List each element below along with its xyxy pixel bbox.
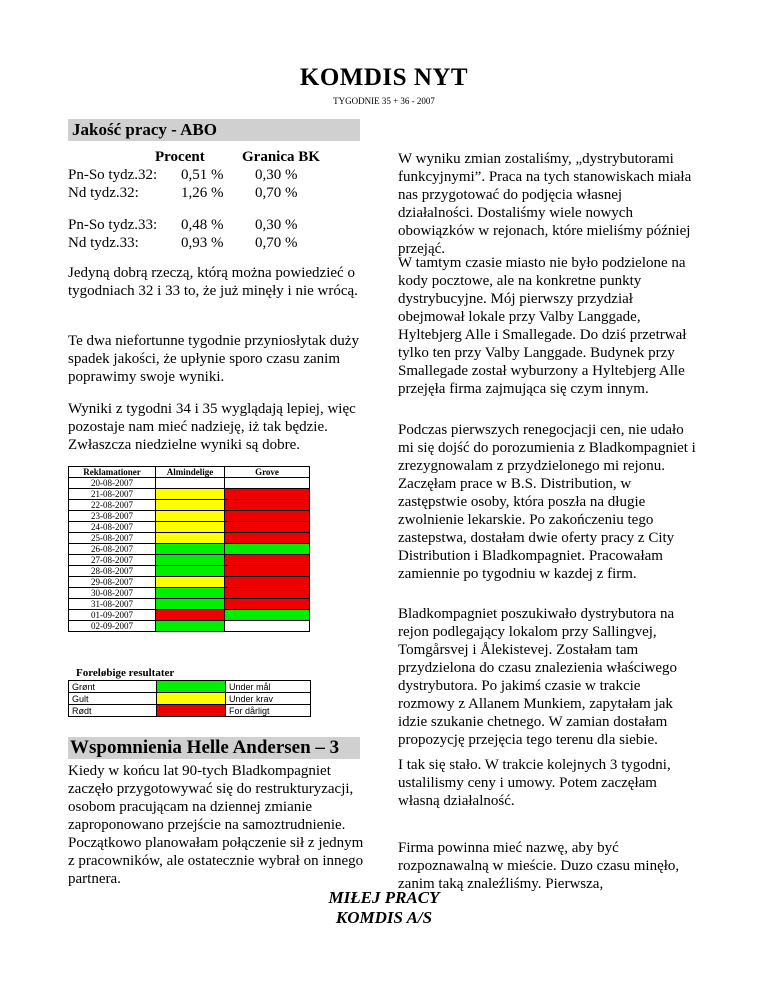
- date-cell: 02-09-2007: [69, 621, 156, 632]
- date-cell: 23-08-2007: [69, 511, 156, 522]
- almindelige-status-cell: [156, 610, 225, 621]
- results-label: Foreløbige resultater: [76, 667, 175, 679]
- date-cell: 01-09-2007: [69, 610, 156, 621]
- almindelige-status-cell: [156, 500, 225, 511]
- abo-row-pct: 0,51 %: [181, 167, 224, 183]
- table-row: [69, 555, 310, 566]
- legend-swatch: [157, 693, 226, 705]
- date-cell: 24-08-2007: [69, 522, 156, 533]
- grove-status-cell: [225, 544, 310, 555]
- date-cell: 20-08-2007: [69, 478, 156, 489]
- date-cell: 22-08-2007: [69, 500, 156, 511]
- abo-row-limit: 0,30 %: [255, 217, 298, 233]
- grove-status-cell: [225, 478, 310, 489]
- abo-row-pct: 0,48 %: [181, 217, 224, 233]
- almindelige-status-cell: [156, 533, 225, 544]
- legend-name: Grønt: [69, 681, 157, 693]
- grove-status-cell: [225, 511, 310, 522]
- legend-name: Rødt: [69, 705, 157, 717]
- abo-paragraph: Wyniki z tygodni 34 i 35 wyglądają lepiej, więc pozostaje nam mieć nadzieję, iż tak będzie. Zwłaszcza niedzielne wyniki są dobre.: [68, 401, 356, 453]
- table-row: [69, 478, 310, 489]
- abo-row-label: Pn-So tydz.33:: [68, 217, 158, 233]
- table-header: Grove: [225, 467, 310, 478]
- table-row: [69, 511, 310, 522]
- date-cell: 26-08-2007: [69, 544, 156, 555]
- date-cell: 31-08-2007: [69, 599, 156, 610]
- memories-paragraph: Kiedy w końcu lat 90-tych Bladkompagniet zaczęło przygotowywać się do restrukturyzacji, osobom pracującam na dziennej zmianie zaproponowano przejście na samoztrudnienie. Początkowo planowałam połączenie sił z jednym z pracowników, ale ostatecznie wybrał on innego partnera.: [68, 763, 364, 887]
- almindelige-status-cell: [156, 522, 225, 533]
- abo-row-label: Pn-So tydz.32:: [68, 167, 158, 183]
- almindelige-status-cell: [156, 511, 225, 522]
- date-cell: 30-08-2007: [69, 588, 156, 599]
- complaints-table: [68, 466, 310, 632]
- almindelige-status-cell: [156, 599, 225, 610]
- almindelige-status-cell: [156, 566, 225, 577]
- abo-row-limit: 0,70 %: [255, 185, 298, 201]
- table-row: [69, 522, 310, 533]
- table-header: Reklamationer: [69, 467, 156, 478]
- pct-column-header: Procent: [155, 149, 205, 165]
- abo-row-limit: 0,30 %: [255, 167, 298, 183]
- footer-line: MIŁEJ PRACY: [328, 888, 440, 907]
- table-row: [69, 533, 310, 544]
- almindelige-status-cell: [156, 555, 225, 566]
- newsletter-title: KOMDIS NYT: [299, 64, 469, 91]
- legend-row: [69, 681, 311, 693]
- almindelige-status-cell: [156, 621, 225, 632]
- table-row: [69, 599, 310, 610]
- article-paragraph: Podczas pierwszych renegocjacji cen, nie udało mi się dojść do porozumienia z Bladkompagniet i zrezygnowalam z przydzielonego mi rejonu. Zaczęłam prace w B.S. Distribution, w zastępstwie osoby, która poszła na długie zwolnienie lekarskie. Po zakończeniu tego zastepstwa, dostałam dwie oferty pracy z City Distribution i Bladkompagniet. Pracowałam zamiennie po tygodniu w kazdej z firm.: [398, 422, 696, 582]
- legend-table: [68, 680, 311, 717]
- legend-description: Under krav: [226, 693, 311, 705]
- grove-status-cell: [225, 500, 310, 511]
- abo-row-limit: 0,70 %: [255, 235, 298, 251]
- table-row: [69, 621, 310, 632]
- table-row: [69, 489, 310, 500]
- almindelige-status-cell: [156, 544, 225, 555]
- article-paragraph: I tak się stało. W trakcie kolejnych 3 tygodni, ustalilismy ceny i umowy. Potem zaczęłam własną działalność.: [398, 757, 671, 809]
- legend-description: Under mål: [226, 681, 311, 693]
- issue-subtitle: TYGODNIE 35 + 36 - 2007: [333, 96, 435, 106]
- article-paragraph: W tamtym czasie miasto nie było podzielone na kody pocztowe, ale na konkretne punkty dystrybucyjne. Mój pierwszy przydział obejmował lokale przy Valby Langgade, Hyltebjerg Alle i Smallegade. Do dziś przetrwał tylko ten przy Valby Langgade. Budynek przy Smallegade został wyburzony a Hyltebjerg Alle przejęła firma zajmująca się czym innym.: [398, 255, 687, 397]
- date-cell: 25-08-2007: [69, 533, 156, 544]
- memories-heading: Wspomnienia Helle Andersen – 3: [68, 737, 360, 759]
- grove-status-cell: [225, 555, 310, 566]
- table-row: [69, 588, 310, 599]
- grove-status-cell: [225, 533, 310, 544]
- limit-column-header: Granica BK: [242, 149, 320, 165]
- abo-heading: Jakość pracy - ABO: [68, 119, 360, 141]
- legend-swatch: [157, 705, 226, 717]
- abo-row-label: Nd tydz.32:: [68, 185, 139, 201]
- abo-row-label: Nd tydz.33:: [68, 235, 139, 251]
- table-row: [69, 544, 310, 555]
- grove-status-cell: [225, 610, 310, 621]
- abo-paragraph: Te dwa niefortunne tygodnie przyniosłytak duży spadek jakości, że upłynie sporo czasu zanim poprawimy swoje wyniki.: [68, 333, 359, 385]
- legend-swatch: [157, 681, 226, 693]
- grove-status-cell: [225, 588, 310, 599]
- table-header: Almindelige: [156, 467, 225, 478]
- almindelige-status-cell: [156, 577, 225, 588]
- grove-status-cell: [225, 577, 310, 588]
- legend-name: Gult: [69, 693, 157, 705]
- date-cell: 28-08-2007: [69, 566, 156, 577]
- almindelige-status-cell: [156, 588, 225, 599]
- article-paragraph: Bladkompagniet poszukiwało dystrybutora na rejon podlegający lokalom przy Sallingvej, Tomgårsvej i Ålekistevej. Zostałam tam przydzielona do czasu znalezienia właściwego dystrybutora. Po jakimś czasie w trakcie rozmowy z Allanem Munkiem, zapytałam jak idzie szukanie chetnego. W zamian dostałam propozycję przejęcia tego terenu dla siebie.: [398, 606, 678, 748]
- almindelige-status-cell: [156, 478, 225, 489]
- date-cell: 21-08-2007: [69, 489, 156, 500]
- legend-row: [69, 693, 311, 705]
- grove-status-cell: [225, 566, 310, 577]
- date-cell: 27-08-2007: [69, 555, 156, 566]
- table-row: [69, 500, 310, 511]
- grove-status-cell: [225, 522, 310, 533]
- table-row: [69, 577, 310, 588]
- grove-status-cell: [225, 489, 310, 500]
- legend-row: [69, 705, 311, 717]
- grove-status-cell: [225, 599, 310, 610]
- article-paragraph: W wyniku zmian zostaliśmy, „dystrybutorami funkcyjnymi”. Praca na tych stanowiskach miała nas przygotować do podjęcia własnej działalności. Dostaliśmy wiele nowych obowiązków w rejonach, które mieliśmy później przejąć.: [398, 151, 692, 257]
- almindelige-status-cell: [156, 489, 225, 500]
- article-paragraph: Firma powinna mieć nazwę, aby być rozpoznawalną w mieście. Duzo czasu minęło, zanim taką znaleźliśmy. Pierwsza,: [398, 840, 680, 892]
- table-row: [69, 610, 310, 621]
- abo-row-pct: 1,26 %: [181, 185, 224, 201]
- table-row: [69, 566, 310, 577]
- footer-line: KOMDIS A/S: [335, 908, 433, 927]
- abo-paragraph: Jedyną dobrą rzeczą, którą można powiedzieć o tygodniach 32 i 33 to, że już minęły i nie wrócą.: [68, 265, 358, 299]
- grove-status-cell: [225, 621, 310, 632]
- legend-description: For dårligt: [226, 705, 311, 717]
- date-cell: 29-08-2007: [69, 577, 156, 588]
- abo-row-pct: 0,93 %: [181, 235, 224, 251]
